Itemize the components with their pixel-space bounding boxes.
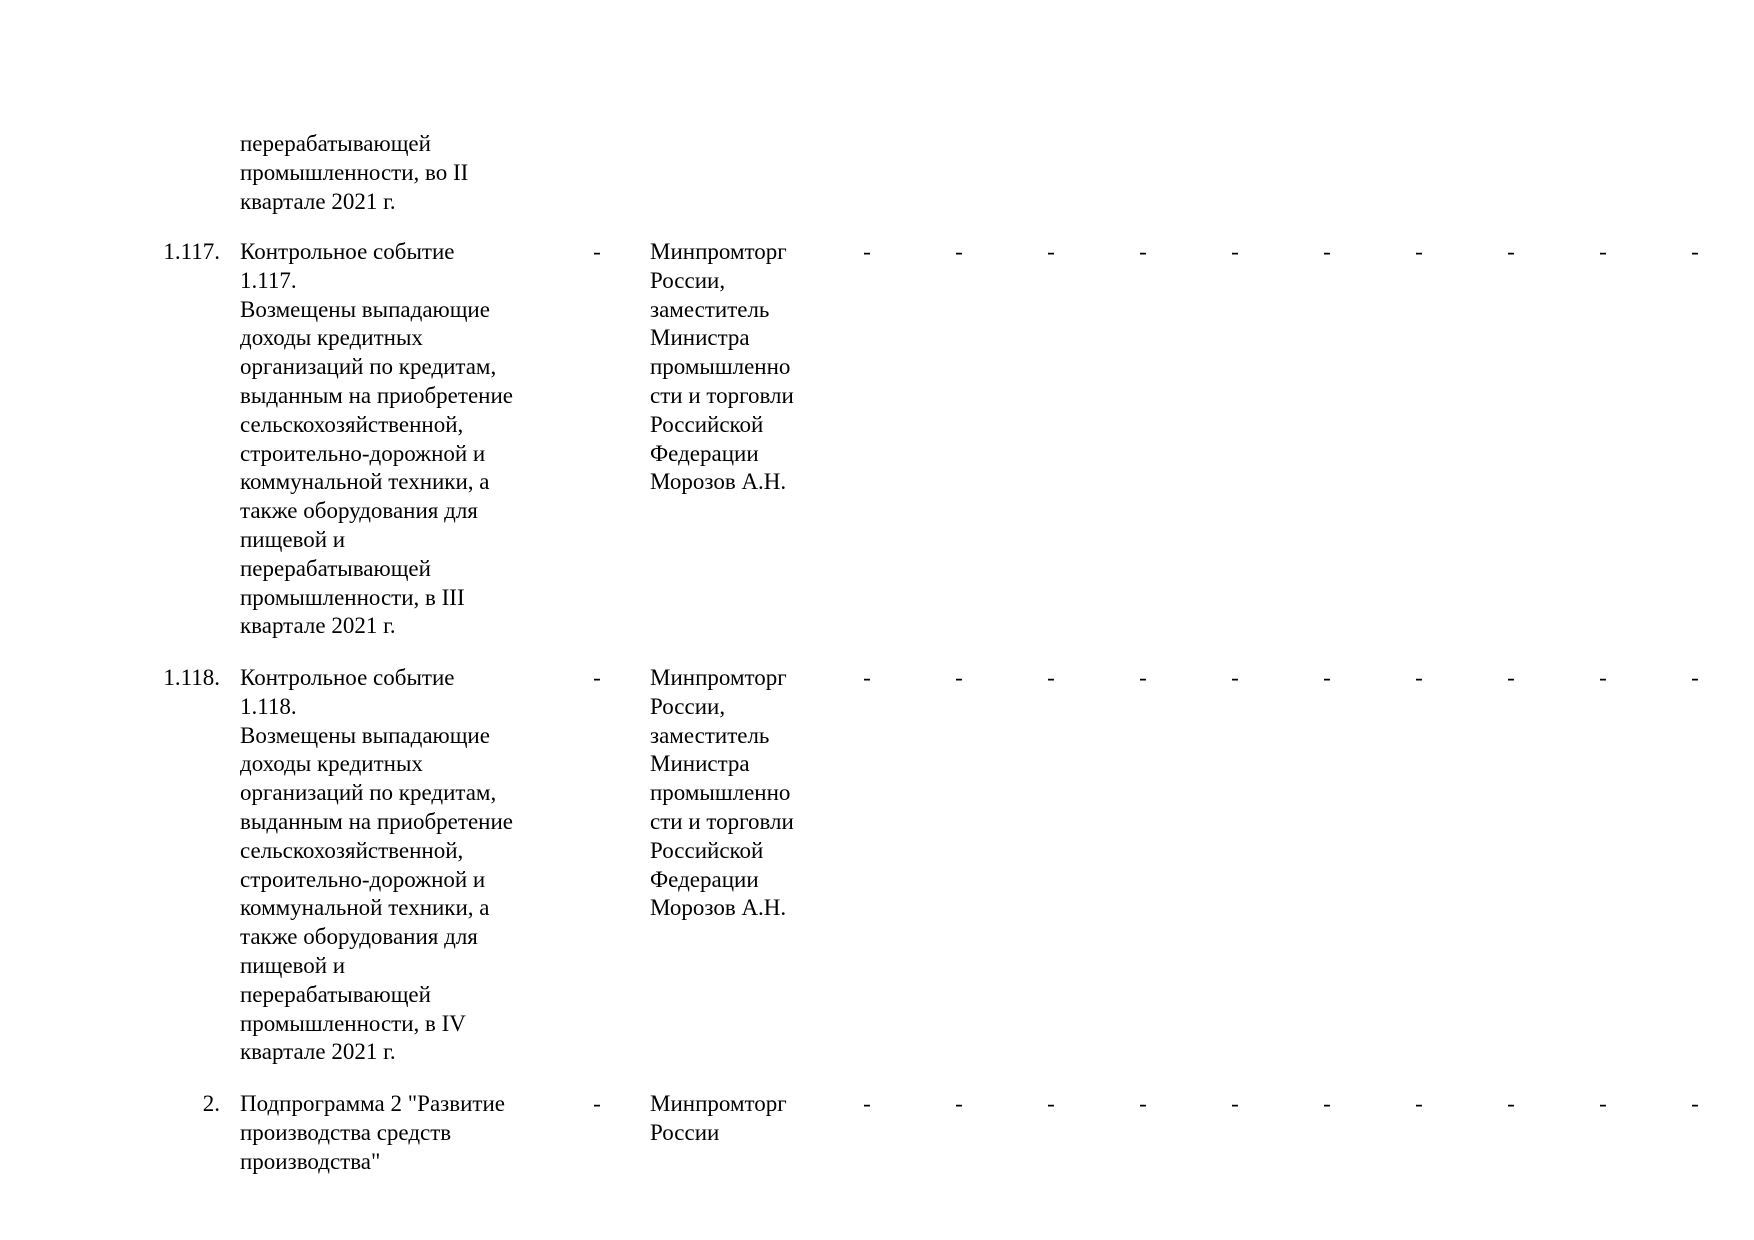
- value-cell: -: [863, 239, 871, 264]
- row-dash: -: [593, 1091, 601, 1116]
- row-responsible: Минпромторг России: [650, 1091, 787, 1145]
- value-cell: -: [1047, 1091, 1055, 1116]
- row-number: 1.118.: [163, 665, 220, 690]
- row-responsible: Минпромторг России, заместитель Министра промышленно сти и торговли Российской Федерации Морозов А.Н.: [650, 239, 794, 495]
- value-cell: -: [1323, 1091, 1331, 1116]
- value-cell: -: [1323, 665, 1331, 690]
- row-responsible: Минпромторг России, заместитель Министра промышленно сти и торговли Российской Федерации Морозов А.Н.: [650, 665, 794, 921]
- value-cell: -: [1139, 239, 1147, 264]
- value-cell: -: [1323, 239, 1331, 264]
- row-description: перерабатывающей промышленности, во II квартале 2021 г.: [240, 131, 469, 214]
- row-number: 2.: [202, 1091, 220, 1116]
- value-cell: -: [1507, 239, 1515, 264]
- value-cell: -: [1507, 1091, 1515, 1116]
- value-cell: -: [1507, 665, 1515, 690]
- row-dash: -: [593, 665, 601, 690]
- row-description: Контрольное событие 1.117. Возмещены выпадающие доходы кредитных организаций по кредитам, выданным на приобретение сельскохозяйственной, строительно-дорожной и коммунальной техники, а также оборудования для пищевой и перерабатывающей промышленности, в III квартале 2021 г.: [240, 239, 513, 639]
- value-cell: -: [955, 665, 963, 690]
- value-cell: -: [1599, 239, 1607, 264]
- row-number: 1.117.: [163, 239, 220, 264]
- row-dash: -: [593, 239, 601, 264]
- value-cell: -: [1047, 665, 1055, 690]
- row-description: Контрольное событие 1.118. Возмещены выпадающие доходы кредитных организаций по кредитам, выданным на приобретение сельскохозяйственной, строительно-дорожной и коммунальной техники, а также оборудования для пищевой и перерабатывающей промышленности, в IV квартале 2021 г.: [240, 665, 513, 1065]
- value-cell: -: [1139, 1091, 1147, 1116]
- value-cell: -: [1231, 665, 1239, 690]
- value-cell: -: [1231, 239, 1239, 264]
- value-cell: -: [1599, 1091, 1607, 1116]
- value-cell: -: [1691, 239, 1699, 264]
- value-cell: -: [1415, 1091, 1423, 1116]
- value-cell: -: [1139, 665, 1147, 690]
- value-cell: -: [955, 1091, 963, 1116]
- value-cell: -: [1691, 665, 1699, 690]
- value-cell: -: [863, 665, 871, 690]
- value-cell: -: [1047, 239, 1055, 264]
- value-cell: -: [1691, 1091, 1699, 1116]
- value-cell: -: [863, 1091, 871, 1116]
- value-cell: -: [1415, 239, 1423, 264]
- row-description: Подпрограмма 2 "Развитие производства средств производства": [240, 1091, 505, 1174]
- value-cell: -: [1599, 665, 1607, 690]
- value-cell: -: [955, 239, 963, 264]
- value-cell: -: [1231, 1091, 1239, 1116]
- value-cell: -: [1415, 665, 1423, 690]
